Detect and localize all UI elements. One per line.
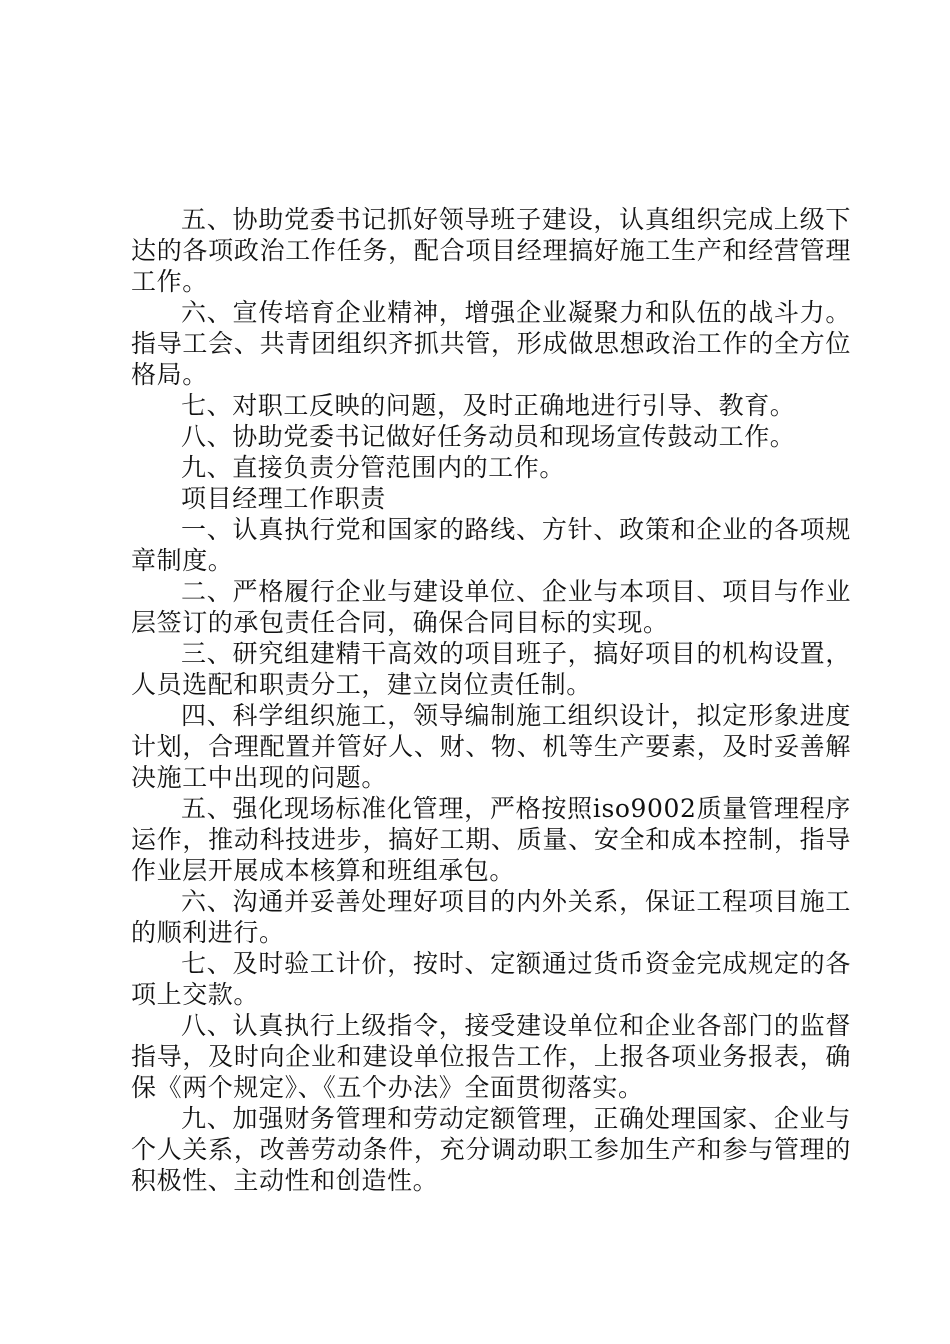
paragraph: 九、加强财务管理和劳动定额管理，正确处理国家、企业与个人关系，改善劳动条件，充分调动职工参加生产和参与管理的积极性、主动性和创造性。 xyxy=(131,1104,851,1195)
paragraph: 五、强化现场标准化管理，严格按照iso9002质量管理程序运作，推动科技进步，搞好工期、质量、安全和成本控制，指导作业层开展成本核算和班组承包。 xyxy=(131,794,851,885)
paragraph: 四、科学组织施工，领导编制施工组织设计，拟定形象进度计划，合理配置并管好人、财、物、机等生产要素，及时妥善解决施工中出现的问题。 xyxy=(131,701,851,792)
paragraph: 三、研究组建精干高效的项目班子，搞好项目的机构设置，人员选配和职责分工，建立岗位责任制。 xyxy=(131,639,851,699)
paragraph: 七、对职工反映的问题，及时正确地进行引导、教育。 xyxy=(181,391,796,420)
paragraph: 五、协助党委书记抓好领导班子建设，认真组织完成上级下达的各项政治工作任务，配合项目经理搞好施工生产和经营管理工作。 xyxy=(131,205,851,296)
paragraph: 八、协助党委书记做好任务动员和现场宣传鼓动工作。 xyxy=(181,422,796,451)
paragraph: 六、宣传培育企业精神，增强企业凝聚力和队伍的战斗力。指导工会、共青团组织齐抓共管，形成做思想政治工作的全方位格局。 xyxy=(131,298,851,389)
paragraph: 六、沟通并妥善处理好项目的内外关系，保证工程项目施工的顺利进行。 xyxy=(131,887,851,947)
paragraph: 二、严格履行企业与建设单位、企业与本项目、项目与作业层签订的承包责任合同，确保合同目标的实现。 xyxy=(131,577,851,637)
section-heading: 项目经理工作职责 xyxy=(181,484,386,513)
paragraph: 七、及时验工计价，按时、定额通过货币资金完成规定的各项上交款。 xyxy=(131,949,851,1009)
paragraph: 九、直接负责分管范围内的工作。 xyxy=(181,453,566,482)
paragraph: 一、认真执行党和国家的路线、方针、政策和企业的各项规章制度。 xyxy=(131,515,851,575)
paragraph: 八、认真执行上级指令，接受建设单位和企业各部门的监督指导，及时向企业和建设单位报告工作，上报各项业务报表，确保《两个规定》、《五个办法》全面贯彻落实。 xyxy=(131,1011,851,1102)
document-body xyxy=(131,204,851,1196)
